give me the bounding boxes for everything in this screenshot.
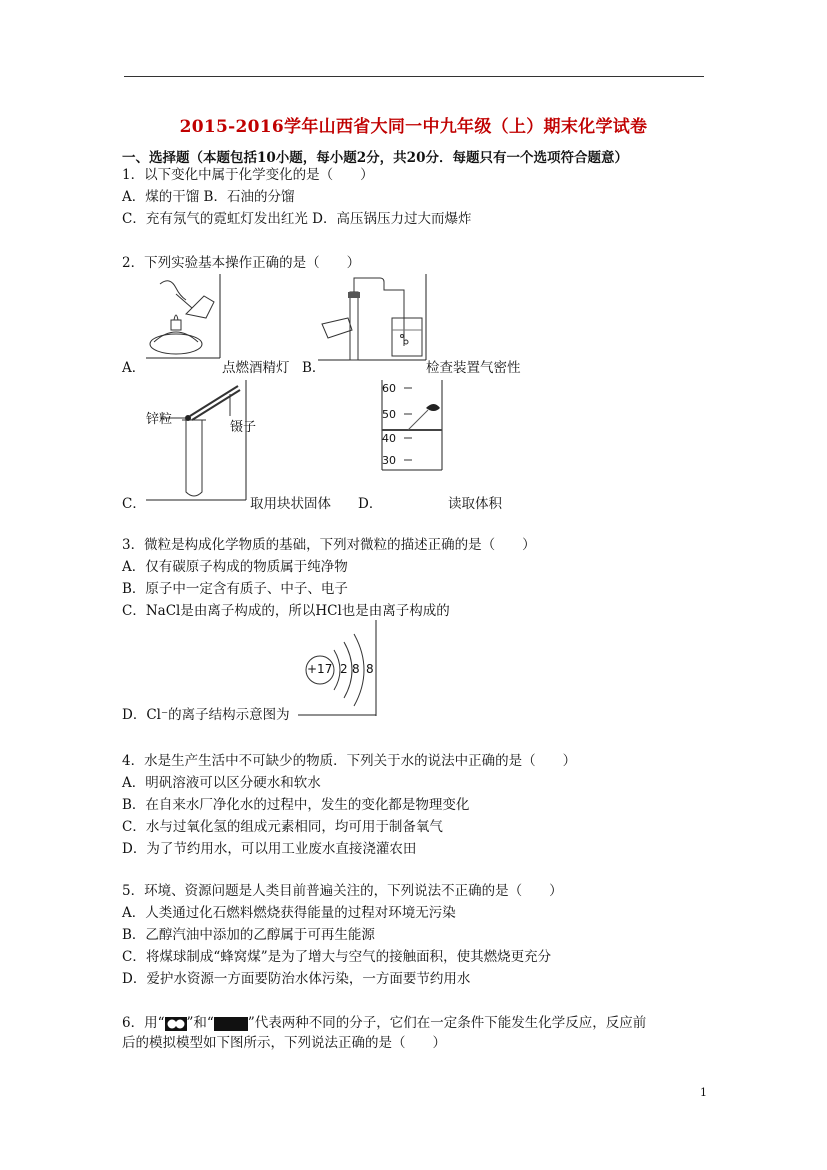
- question-5-option-a: A．人类通过化石燃料燃烧获得能量的过程对环境无污染: [122, 905, 456, 921]
- cylinder-tick-30: 30: [382, 454, 396, 467]
- white-molecule-icon: [165, 1017, 187, 1031]
- nucleus-charge: +17: [307, 662, 333, 676]
- question-1-stem: 1．以下变化中属于化学变化的是（ ）: [122, 167, 374, 183]
- question-5-stem: 5．环境、资源问题是人类目前普遍关注的，下列说法不正确的是（ ）: [122, 883, 563, 899]
- question-4-stem: 4．水是生产生活中不可缺少的物质．下列关于水的说法中正确的是（ ）: [122, 753, 577, 769]
- question-3-stem: 3．微粒是构成化学物质的基础，下列对微粒的描述正确的是（ ）: [122, 537, 536, 553]
- question-2-stem: 2．下列实验基本操作正确的是（ ）: [122, 255, 361, 271]
- option-2d-text: 读取体积: [448, 496, 502, 512]
- question-6-text-1: 6．用“: [122, 1015, 165, 1031]
- question-4-option-b: B．在自来水厂净化水的过程中，发生的变化都是物理变化: [122, 797, 470, 813]
- question-3-option-b: B．原子中一定含有质子、中子、电子: [122, 581, 348, 597]
- question-1-options-cd: C．充有氖气的霓虹灯发出红光 D．高压锅压力过大而爆炸: [122, 211, 472, 227]
- option-2c-text: 取用块状固体: [250, 496, 331, 512]
- option-2a-letter: A．: [122, 360, 146, 376]
- question-5-option-d: D．爱护水资源一方面要防治水体污染，一方面要节约用水: [122, 971, 471, 987]
- question-6-line-1: [122, 1014, 646, 1032]
- question-4-option-c: C．水与过氧化氢的组成元素相同，均可用于制备氧气: [122, 819, 443, 835]
- question-5-option-c: C．将煤球制成“蜂窝煤”是为了增大与空气的接触面积，使其燃烧更充分: [122, 949, 552, 965]
- solid-sampling-figure: [146, 380, 250, 502]
- cylinder-tick-50: 50: [382, 408, 396, 421]
- cylinder-tick-40: 40: [382, 432, 396, 445]
- zinc-label: 锌粒: [146, 412, 173, 427]
- header-rule: [124, 76, 704, 77]
- question-3-option-c: C．NaCl是由离子构成的，所以HCl也是由离子构成的: [122, 603, 450, 619]
- question-4-option-d: D．为了节约用水，可以用工业废水直接浇灌农田: [122, 841, 417, 857]
- option-2b-text: 检查装置气密性: [426, 360, 521, 376]
- alcohol-lamp-figure: [146, 274, 222, 360]
- option-2a-text: 点燃酒精灯: [222, 360, 290, 376]
- shell-1-electrons: 2: [340, 662, 348, 676]
- option-2b-letter: B．: [302, 360, 326, 376]
- question-6-text-3: ”代表两种不同的分子，它们在一定条件下能发生化学反应，反应前: [247, 1015, 647, 1031]
- question-4-option-a: A．明矾溶液可以区分硬水和软水: [122, 775, 321, 791]
- question-6-text-2: ”和“: [186, 1015, 214, 1031]
- page-number: 1: [700, 1086, 707, 1099]
- question-6-line-2: 后的模拟模型如下图所示，下列说法正确的是（ ）: [122, 1035, 446, 1051]
- question-3-option-a: A．仅有碳原子构成的物质属于纯净物: [122, 559, 348, 575]
- page-title: 2015-2016学年山西省大同一中九年级（上）期末化学试卷: [179, 117, 648, 137]
- tweezers-label: 镊子: [230, 420, 257, 435]
- shell-2-electrons: 8: [352, 662, 360, 676]
- airtightness-figure: [318, 274, 428, 362]
- question-5-option-b: B．乙醇汽油中添加的乙醇属于可再生能源: [122, 927, 375, 943]
- black-molecule-icon: [214, 1017, 248, 1031]
- option-2c-letter: C．: [122, 496, 146, 512]
- shell-3-electrons: 8: [366, 662, 374, 676]
- section-heading: 一、选择题（本题包括10小题，每小题2分，共20分．每题只有一个选项符合题意）: [122, 150, 628, 166]
- option-2d-letter: D．: [358, 496, 383, 512]
- question-1-options-ab: A．煤的干馏 B．石油的分馏: [122, 189, 295, 205]
- cylinder-tick-60: 60: [382, 382, 396, 395]
- question-3-option-d: D．Cl⁻的离子结构示意图为: [122, 707, 290, 723]
